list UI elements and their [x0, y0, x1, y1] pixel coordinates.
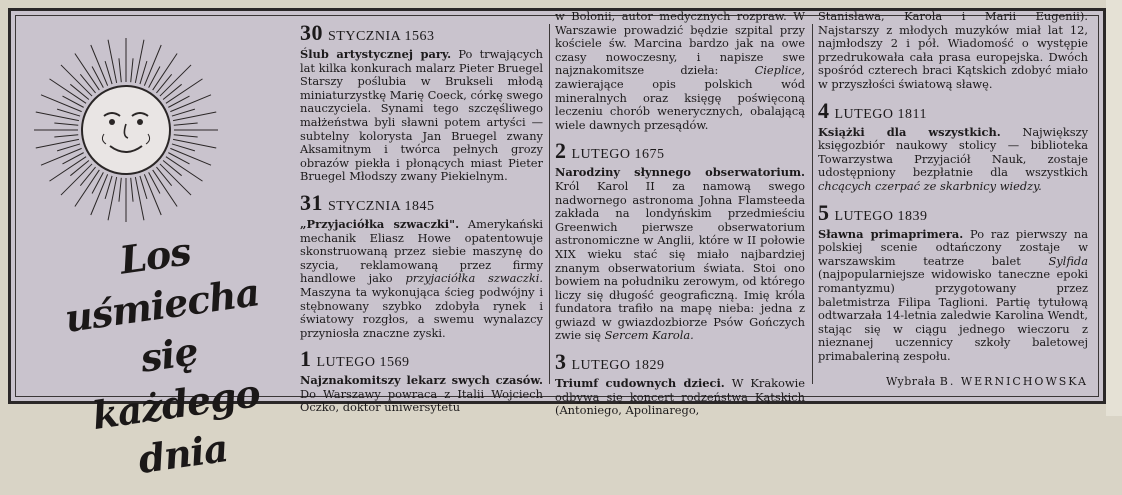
entry-body [300, 374, 543, 415]
sun-ray [140, 61, 147, 84]
sun-ray [92, 67, 103, 88]
sun-ray [92, 172, 103, 193]
entry-day: 31 [300, 189, 323, 215]
sun-ray [80, 167, 95, 186]
entry-text: Stanisława, Karola i Marii Eugenii). Najstarszy z młodych muzyków miał lat 12, najmłodszy 2 i pół. Wiadomość o występie przedrukowała cała prasa europejska. Dwóch spośród czterech braci Kątskich zdobyć miało w przyszłości światową sławę. [818, 9, 1088, 91]
motto-line: uśmiecha się [62, 269, 262, 381]
sun-ray [80, 74, 95, 93]
entry-title: „Przyjaciółka szwaczki". [300, 216, 460, 231]
column-2 [555, 9, 806, 418]
sun-ray [57, 109, 80, 116]
sun-ray [149, 67, 160, 88]
sun-ray [131, 58, 133, 82]
calendar-entry-continued [555, 10, 805, 132]
sun-ray [61, 164, 92, 195]
sun-ray [160, 164, 191, 195]
sun-ray [166, 79, 203, 103]
signature-prefix: Wybrała [885, 375, 936, 389]
sun-ray [174, 123, 198, 125]
entry-body [555, 377, 805, 418]
entry-date [555, 138, 805, 164]
sun-ray [75, 170, 99, 207]
entry-text: Amerykański mechanik Eliasz Howe opatentowuje skonstruowaną przez siebie maszynę do szycia, reklamowaną przez firmy handlowe jako [300, 216, 543, 286]
entry-date [555, 349, 805, 375]
sun-ray [156, 167, 171, 186]
entry-body [818, 126, 1088, 194]
sun-ray [153, 170, 177, 207]
sun-ray [166, 157, 203, 181]
entry-day: 2 [555, 138, 567, 164]
entry-day: 3 [555, 349, 567, 375]
sun-ray [63, 153, 84, 164]
entry-month-year: LUTEGO 1569 [316, 355, 410, 371]
sun-ray [105, 176, 112, 199]
entry-emphasis: przyjaciółka szwaczki. [405, 271, 543, 286]
entry-date [300, 346, 543, 372]
entry-day: 4 [818, 97, 830, 123]
calendar-entry [818, 97, 1088, 194]
calendar-entry-continued [818, 10, 1088, 92]
sun-ray [54, 135, 78, 137]
sun-ray [163, 160, 182, 175]
entry-emphasis: chcących czerpać ze skarbnicy wiedzy. [818, 178, 1042, 193]
entry-date [300, 189, 543, 216]
entry-text-tail: (najpopularniejsze widowisko taneczne epoki romantyzmu) przygotowany przez baletmistrza Filipa Taglioni. Partię tytułową odtwarzała 14-letnia zaledwie Karolina Wendt, stając się w ciągu jednego wieczoru z nieznanej uczennicy szkoły baletowej primabaleriną zespołu. [818, 267, 1088, 363]
entry-text: Po trwających lat kilka konkurach malarz Pieter Bruegel Starszy poślubia w Brukseli młodą miniaturzystkę Marię Coeck, córkę swego nauczyciela. Synami tego szczęśliwego małżeństwa byli sławni potem artyści — subtelny kolorysta Jan Bruegel zwany Aksamitnym i twórca pełnych grozy obrazów piekła i płonących miast Pieter Bruegel Młodszy zwany Piekielnym. [300, 47, 543, 184]
entry-month-year: STYCZNIA 1563 [328, 29, 435, 44]
calendar-entry [818, 199, 1089, 364]
page-edge [1106, 0, 1122, 416]
sun-ray [172, 144, 195, 151]
entry-day: 5 [818, 199, 830, 225]
motto-line: każdego dnia [89, 370, 263, 483]
author-signature [818, 375, 1088, 389]
column-3 [818, 9, 1089, 389]
sun-ray [140, 176, 147, 199]
entry-emphasis: Sylfida [1048, 253, 1088, 268]
sun-ray [50, 157, 87, 181]
sun-ray [131, 178, 133, 202]
column-1 [300, 20, 543, 415]
sun-ray [63, 96, 84, 107]
sun-ray [50, 79, 87, 103]
entry-title: Triumf cudownych dzieci. [555, 376, 725, 391]
entry-text: w Bolonii, autor medycznych rozpraw. W Warszawie prowadzić będzie szpital przy kościele św. Marcina bardzo jak na owe czasy nowoczesny, i napisze swe najznakomitsze dzieła: [555, 9, 805, 78]
entry-body [300, 48, 543, 184]
signature-name: B. WERNICHOWSKA [939, 375, 1088, 389]
sun-ray [57, 144, 80, 151]
column-divider [549, 24, 550, 384]
entry-text-tail: Maszyna ta wykonująca ścieg podwójny i stębnowany szybko zdobyła rynek i światowy rozgłos, a swemu wynalazcy przyniosła znaczne zyski. [300, 284, 543, 340]
motto-line: Los [116, 228, 194, 283]
entry-text: Król Karol II za namową swego nadwornego astronoma Johna Flamsteeda zakłada na londyńskim przedmieściu Greenwich pierwsze obserwatorium astronomiczne w Anglii, które w II połowie XIX wieku stać się miało najbardziej znanym obserwatorium świata. Stoi ono bowiem na południku zerowym, od którego liczy się długość geograficzną. Imię króla fundatora trafiło na mapę nieba: jedna z gwiazd w gwiazdozbiorze Psów Gończych zwie się [555, 178, 805, 343]
sun-ray [61, 65, 92, 96]
entry-title: Najznakomitszy lekarz swych czasów. [300, 373, 543, 388]
sun-ray [54, 123, 78, 125]
entry-body [555, 166, 805, 343]
sun-ray [119, 58, 121, 82]
sun-ray [149, 172, 160, 193]
sun-ray [70, 160, 89, 175]
sun-ray [163, 84, 182, 99]
entry-text-tail: zawierające opis polskich wód mineralnych oraz księgę poświęconą leczeniu chorób wenerycznych, obalającą wiele dawnych przesądów. [555, 76, 805, 132]
entry-title: Ślub artystycznej pary. [300, 47, 452, 61]
column-divider [812, 24, 813, 384]
entry-body [555, 10, 805, 132]
entry-date [300, 20, 543, 46]
calendar-entry [555, 138, 805, 343]
entry-date [818, 97, 1088, 124]
entry-text: Po raz pierwszy na polskiej scenie odtańczony zostaje w warszawskim teatrze balet [818, 226, 1089, 268]
entry-text: Do Warszawy powraca z Italii Wojciech Oczko, doktor uniwersytetu [300, 386, 543, 415]
entry-month-year: LUTEGO 1829 [571, 358, 665, 374]
entry-body [818, 228, 1088, 364]
sun-ray [105, 61, 112, 84]
sun-ray [160, 65, 191, 96]
sun-ray [156, 74, 171, 93]
entry-date [818, 199, 1088, 226]
entry-title: Książki dla wszystkich. [818, 124, 1001, 139]
calendar-entry [300, 346, 543, 415]
entry-day: 30 [300, 20, 323, 45]
calendar-entry [300, 189, 543, 340]
entry-text: W Krakowie odbywa się koncert rodzeństwa Kątskich (Antoniego, Apolinarego, [555, 376, 806, 418]
sun-ray [168, 153, 189, 164]
entry-emphasis: Sercem Karola. [604, 328, 694, 343]
sun-ray [174, 135, 198, 137]
motto-title [38, 215, 301, 495]
entry-title: Sławna primaprimera. [818, 226, 964, 241]
entry-month-year: STYCZNIA 1845 [328, 198, 435, 214]
sun-ray [70, 84, 89, 99]
entry-title: Narodziny słynnego obserwatorium. [555, 165, 805, 180]
sun-icon [26, 30, 226, 230]
entry-body [818, 10, 1088, 92]
sun-ray [168, 96, 189, 107]
sun-ray [119, 178, 121, 202]
entry-month-year: LUTEGO 1811 [834, 106, 927, 122]
entry-text: Największy księgozbiór naukowy stolicy — biblioteka Towarzystwa Przyjaciół Nauk, zostaje udostępniony bezpłatnie dla wszystkich [818, 124, 1088, 180]
entry-month-year: LUTEGO 1839 [834, 208, 928, 224]
entry-emphasis: Cieplice, [754, 63, 805, 78]
sun-ray [75, 54, 99, 91]
entry-month-year: LUTEGO 1675 [571, 147, 665, 163]
sun-ray [172, 109, 195, 116]
entry-body [300, 218, 543, 340]
calendar-entry [300, 20, 543, 184]
illustration-panel [20, 20, 290, 483]
entry-day: 1 [300, 346, 312, 372]
calendar-entry [555, 349, 806, 418]
sun-ray [153, 54, 177, 91]
